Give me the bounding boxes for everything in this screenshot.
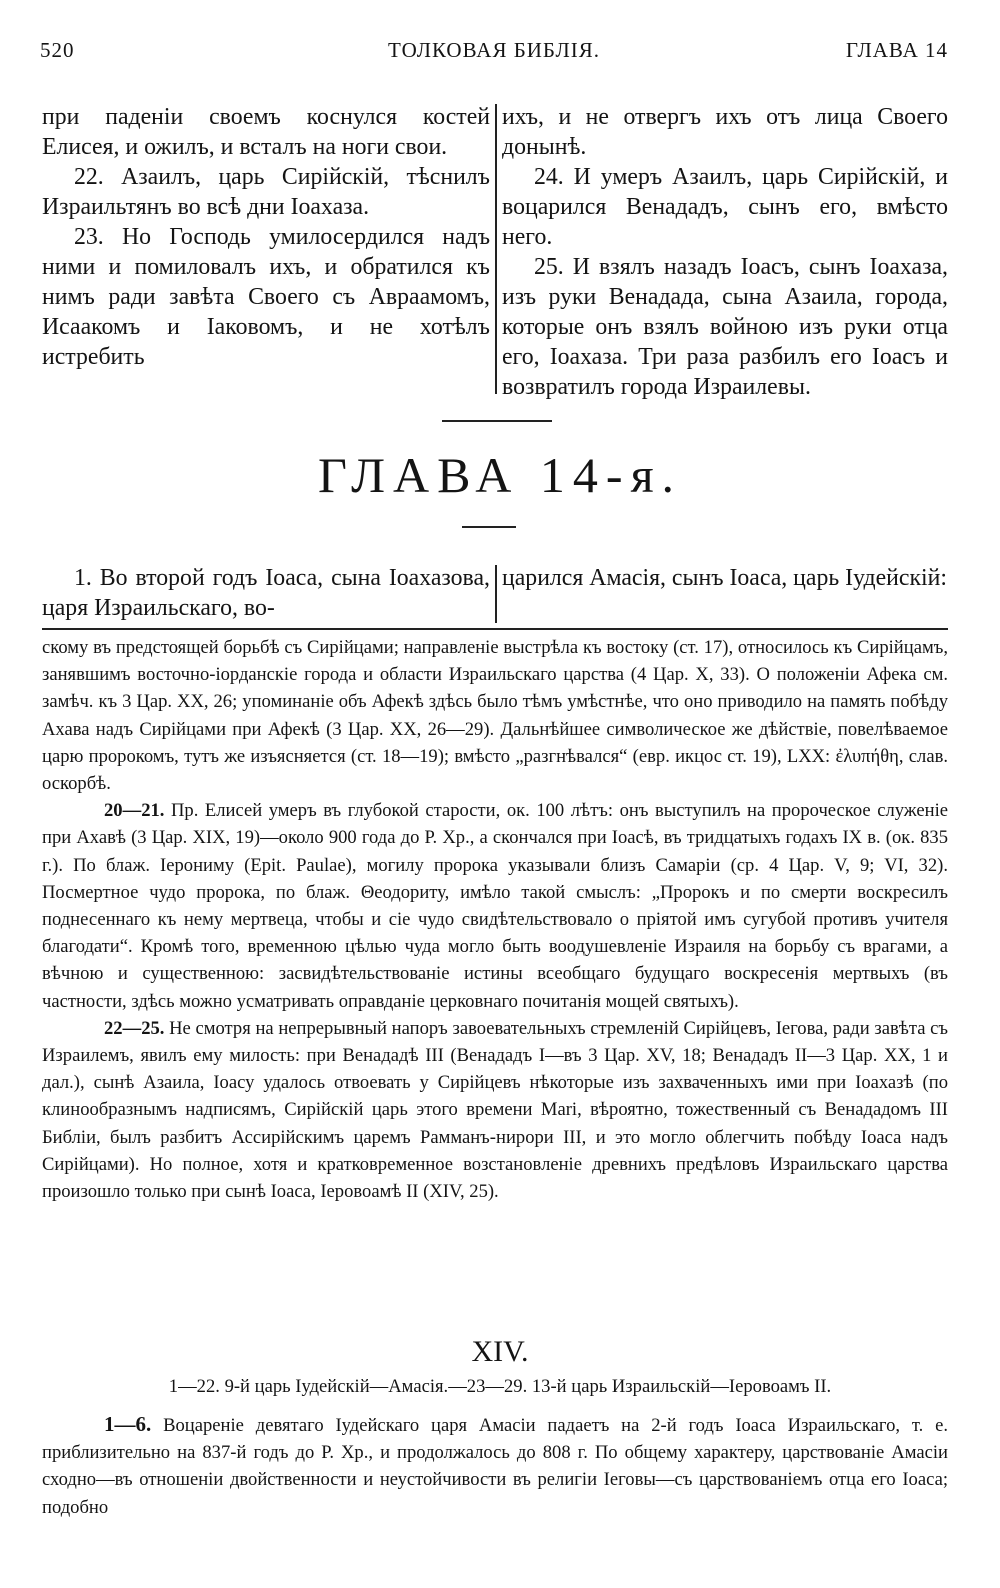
- verse-text: 22. Азаилъ, царь Сирійскій, тѣснилъ Израильтянъ во всѣ дни Іоахаза.: [42, 164, 490, 220]
- ornamental-rule: [462, 526, 516, 528]
- column-divider: [495, 104, 497, 394]
- commentary-separator: [42, 628, 948, 630]
- verse-text: 24. И умеръ Азаилъ, царь Сирійскій, и воцарился Венададъ, сынъ его, вмѣсто него.: [502, 164, 948, 250]
- verse-text: при паденіи своемъ коснулся костей Елисея, и ожилъ, и всталъ на ноги свои.: [42, 104, 490, 160]
- verse-reference: 22—25.: [104, 1017, 165, 1039]
- verse-reference: 1—6.: [104, 1412, 152, 1436]
- commentary-text: Пр. Елисей умеръ въ глубокой старости, ок. 100 лѣтъ: онъ выступилъ на пророческое служеніе при Ахавѣ (3 Цар. XIX, 19)—около 900 года до Р. Хр., а скончался при Іоасѣ, въ тридцатыхъ годахъ IX в. (ок. 835 г.). По блаж. Іерониму (Epit. Paulae), могилу пророка указывали близъ Самаріи (ср. 4 Цар. V, 9; VI, 32). Посмертное чудо пророка, по блаж. Θеодориту, имѣло такой смыслъ: „Пророкъ и по смерти воскресилъ поднесеннаго къ нему мертвеца, чтобы и сіе чудо свидѣтельствовало о пріятой имъ сугубой противъ учителя благодати“. Кромѣ того, временною цѣлью чуда могло быть воодушевленіе Израиля на борьбу съ врагами, а вѣчною и существенною: засвидѣтельствованіе истины всеобщаго будущаго воскресенія мертвыхъ (въ частности, здѣсь можно усматривать оправданіе церковнаго почитанія мощей святыхъ).: [42, 800, 948, 1012]
- running-chapter: ГЛАВА 14: [845, 38, 948, 62]
- page-number: 520: [40, 38, 75, 62]
- section-numeral: XIV.: [471, 1335, 529, 1368]
- commentary-text: Не смотря на непрерывный напоръ завоевательныхъ стремленій Сирійцевъ, Іегова, ради завѣта съ Израилемъ, явилъ ему милость: при Венададѣ III (Венададъ I—въ 3 Цар. XV, 18; Венададъ II—3 Цар. XX, 1 и дал.), сынѣ Азаила, Іоасу удалось отвоевать у Сирійцевъ нѣкоторые изъ захваченныхъ ими при Іоахазѣ (по клинообразнымъ надписямъ, Сирійскій царь этого времени Mari, вѣроятно, тожественный съ Венададомъ III Библіи, былъ разбитъ Ассирійскимъ царемъ Рамманъ-нирори III, и это могло облегчить побѣду Іоаса надъ Сирійцами). Но полное, хотя и кратковременное возстановленіе древнихъ предѣловъ Израильскаго царства произошло только при сынѣ Іоаса, Іеровоамѣ II (XIV, 25).: [42, 1017, 948, 1203]
- commentary-text: Воцареніе девятаго Іудейскаго царя Амасіи падаетъ на 2-й годъ Іоаса Израильскаго, т. е. приблизительно на 837-й годъ до Р. Хр., и продолжалось до 808 г. По общему характеру, царствованіе Амасіи сходно—въ отношеніи двойственности и неустойчивости въ религіи Іеговы—съ царствованіемъ отца его Іоаса; подобно: [42, 1415, 948, 1518]
- verse-text: 25. И взялъ назадъ Іоасъ, сынъ Іоахаза, изъ руки Венадада, сына Азаила, города, которые онъ взялъ войною изъ руки отца его, Іоахаза. Три раза разбилъ его Іоасъ и возвратилъ города Израилевы.: [502, 254, 948, 400]
- ornamental-rule: [442, 420, 552, 422]
- commentary-paragraph: скому въ предстоящей борьбѣ съ Сирійцами; направленіе выстрѣла къ востоку (ст. 17), относилось къ Сирійцамъ, занявшимъ восточно-іорданскіе города и области Израильскаго царства (4 Цар. X, 33). О положеніи Афека см. замѣч. къ 3 Цар. XX, 26; упоминаніе объ Афекѣ здѣсь было тѣмъ умѣстнѣе, что оно приводило на память побѣду Ахава надъ Сирійцами при Афекѣ (3 Цар. XX, 26—29). Дальнѣйшее символическое же дѣйствіе, повелѣваемое царю пророкомъ, тутъ же изъясняется (ст. 18—19); вмѣсто „разгнѣвался“ (евр. икцос ст. 19), LXX: ἐλυπήθη, слав. оскорбѣ.: [42, 637, 948, 795]
- commentary-block: [42, 634, 948, 1205]
- scripture-column-left: [42, 563, 490, 623]
- section-summary: 1—22. 9-й царь Іудейскій—Амасія.—23—29. 13-й царь Израильскій—Іеровоамъ II.: [168, 1376, 832, 1397]
- verse-text: 1. Во второй годъ Іоаса, сына Іоахазова, царя Израильскаго, во-: [42, 565, 490, 621]
- book-title: ТОЛКОВАЯ БИБЛІЯ.: [388, 38, 600, 62]
- commentary-paragraph: [42, 1411, 948, 1521]
- scripture-columns-top: [42, 102, 948, 400]
- commentary-paragraph: [42, 797, 948, 1015]
- scripture-column-left: [42, 102, 490, 372]
- running-header: [40, 38, 948, 68]
- verse-reference: 20—21.: [104, 800, 165, 822]
- verse-text: 23. Но Господь умилосердился надъ ними и помиловалъ ихъ, и обратился къ нимъ ради завѣта Своего съ Авраамомъ, Исаакомъ и Іаковомъ, и не хотѣлъ истребить: [42, 224, 490, 370]
- verse-text: царился Амасія, сынъ Іоаса, царь Іудейскій:: [502, 565, 947, 591]
- commentary-block-2: [42, 1411, 948, 1521]
- chapter-heading: ГЛАВА 14-я.: [317, 447, 683, 503]
- column-divider: [495, 565, 497, 623]
- scripture-column-right: [502, 102, 948, 402]
- commentary-paragraph: [42, 1015, 948, 1205]
- scripture-column-right: [502, 563, 948, 593]
- scripture-columns-chapter: [42, 563, 948, 625]
- verse-text: ихъ, и не отвергъ ихъ отъ лица Своего донынѣ.: [502, 104, 948, 160]
